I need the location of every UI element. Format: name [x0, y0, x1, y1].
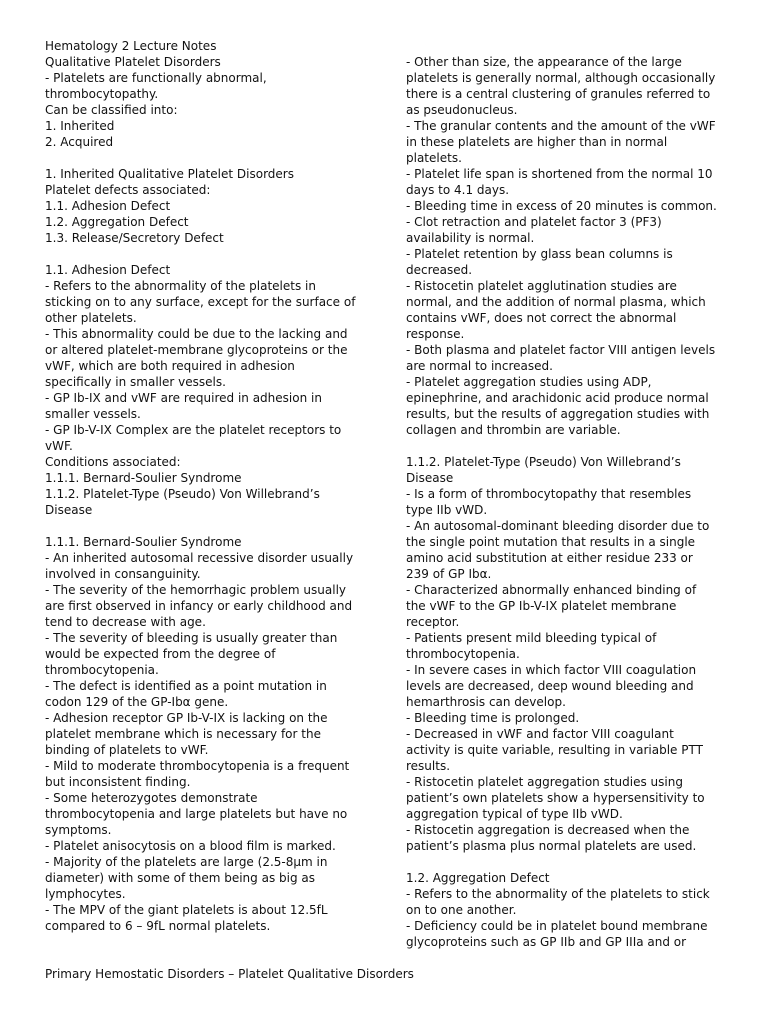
text-line: - Platelets are functionally abnormal,	[45, 71, 267, 85]
text-line: decreased.	[406, 263, 473, 277]
blank-line	[406, 854, 726, 870]
text-line: lymphocytes.	[45, 887, 126, 901]
blank-line	[45, 518, 363, 534]
text-line: in these platelets are higher than in normal	[406, 135, 668, 149]
text-line: - GP Ib-IX and vWF are required in adhesion in	[45, 391, 322, 405]
text-line: codon 129 of the GP-Ibα gene.	[45, 695, 229, 709]
text-line: hemarthrosis can develop.	[406, 695, 566, 709]
text-line: - An inherited autosomal recessive disorder usually	[45, 551, 354, 565]
text-line: aggregation typical of type IIb vWD.	[406, 807, 623, 821]
text-line: smaller vessels.	[45, 407, 141, 421]
text-line: Disease	[45, 503, 93, 517]
text-line: - In severe cases in which factor VIII coagulation	[406, 663, 697, 677]
text-line: 1. Inherited Qualitative Platelet Disorders	[45, 167, 294, 181]
text-line: - Bleeding time in excess of 20 minutes is common.	[406, 199, 717, 213]
text-line: availability is normal.	[406, 231, 535, 245]
text-line: - Decreased in vWF and factor VIII coagulant	[406, 727, 674, 741]
text-line: vWF.	[45, 439, 73, 453]
text-line: - GP Ib-V-IX Complex are the platelet receptors to	[45, 423, 342, 437]
text-line: specifically in smaller vessels.	[45, 375, 226, 389]
text-line: the single point mutation that results in a single	[406, 535, 696, 549]
text-line: - Other than size, the appearance of the large	[406, 55, 682, 69]
text-line: 1.2. Aggregation Defect	[45, 215, 189, 229]
text-line: - Characterized abnormally enhanced binding of	[406, 583, 697, 597]
text-line: - Platelet retention by glass bean columns is	[406, 247, 673, 261]
text-line: - Adhesion receptor GP Ib-V-IX is lacking on the	[45, 711, 328, 725]
text-line: - Platelet aggregation studies using ADP,	[406, 375, 652, 389]
text-line: symptoms.	[45, 823, 112, 837]
text-line: tend to decrease with age.	[45, 615, 206, 629]
text-line: 1.1. Adhesion Defect	[45, 263, 171, 277]
text-line: - Platelet anisocytosis on a blood film is marked.	[45, 839, 336, 853]
text-line: results.	[406, 759, 451, 773]
text-line: the vWF to the GP Ib-V-IX platelet membrane	[406, 599, 677, 613]
text-line: thrombocytopenia.	[45, 663, 159, 677]
text-line: thrombocytopenia.	[406, 647, 520, 661]
text-line: 1.3. Release/Secretory Defect	[45, 231, 224, 245]
text-line: 1.1.1. Bernard-Soulier Syndrome	[45, 535, 242, 549]
text-line: as pseudonucleus.	[406, 103, 518, 117]
text-line: - The severity of the hemorrhagic problem usually	[45, 583, 347, 597]
text-line: activity is quite variable, resulting in variable PTT	[406, 743, 703, 757]
text-line: - An autosomal-dominant bleeding disorder due to	[406, 519, 710, 533]
text-line: 1.1.2. Platelet-Type (Pseudo) Von Willebrand’s	[406, 455, 681, 469]
text-line: - Ristocetin platelet agglutination studies are	[406, 279, 677, 293]
text-line: Hematology 2 Lecture Notes	[45, 39, 217, 53]
text-line: or altered platelet-membrane glycoproteins or the	[45, 343, 348, 357]
text-line: 1.1.2. Platelet-Type (Pseudo) Von Willebrand’s	[45, 487, 320, 501]
text-line: contains vWF, does not correct the abnormal	[406, 311, 677, 325]
text-line: 239 of GP Ibα.	[406, 567, 492, 581]
text-line: there is a central clustering of granules referred to	[406, 87, 711, 101]
text-line: - Refers to the abnormality of the platelets to stick	[406, 887, 710, 901]
text-line: - The severity of bleeding is usually greater than	[45, 631, 338, 645]
text-line: vWF, which are both required in adhesion	[45, 359, 295, 373]
text-line: thrombocytopathy.	[45, 87, 159, 101]
text-line: type IIb vWD.	[406, 503, 488, 517]
text-line: Platelet defects associated:	[45, 183, 211, 197]
text-line: other platelets.	[45, 311, 137, 325]
text-line: - Clot retraction and platelet factor 3 (PF3)	[406, 215, 662, 229]
text-line: receptor.	[406, 615, 460, 629]
text-line: - Mild to moderate thrombocytopenia is a frequent	[45, 759, 350, 773]
text-line: but inconsistent finding.	[45, 775, 191, 789]
text-line: involved in consanguinity.	[45, 567, 201, 581]
text-line: 1.1. Adhesion Defect	[45, 199, 171, 213]
text-line: Conditions associated:	[45, 455, 181, 469]
text-line: - Refers to the abnormality of the platelets in	[45, 279, 316, 293]
text-line: glycoproteins such as GP IIb and GP IIIa and or	[406, 935, 687, 949]
text-line: patient’s plasma plus normal platelets are used.	[406, 839, 697, 853]
text-line: thrombocytopenia and large platelets but have no	[45, 807, 348, 821]
text-line: - Patients present mild bleeding typical of	[406, 631, 657, 645]
text-line: compared to 6 – 9fL normal platelets.	[45, 919, 271, 933]
page-footer: Primary Hemostatic Disorders – Platelet Qualitative Disorders	[45, 967, 414, 981]
text-line: amino acid substitution at either residue 233 or	[406, 551, 693, 565]
text-line: - Both plasma and platelet factor VIII antigen levels	[406, 343, 716, 357]
text-line: results, but the results of aggregation studies with	[406, 407, 710, 421]
text-line: collagen and thrombin are variable.	[406, 423, 621, 437]
text-line: platelets is generally normal, although occasionally	[406, 71, 716, 85]
blank-line	[45, 150, 363, 166]
text-line: are first observed in infancy or early childhood and	[45, 599, 353, 613]
text-line: - Ristocetin aggregation is decreased when the	[406, 823, 690, 837]
text-line: patient’s own platelets show a hypersensitivity to	[406, 791, 705, 805]
text-line: - Bleeding time is prolonged.	[406, 711, 580, 725]
text-line: - Majority of the platelets are large (2.5-8μm in	[45, 855, 328, 869]
text-line: platelet membrane which is necessary for the	[45, 727, 321, 741]
text-line: - Ristocetin platelet aggregation studies using	[406, 775, 683, 789]
blank-line	[45, 246, 363, 262]
text-line: levels are decreased, deep wound bleeding and	[406, 679, 694, 693]
left-column	[45, 38, 363, 934]
text-line: on to one another.	[406, 903, 517, 917]
text-line: Disease	[406, 471, 454, 485]
text-line: sticking on to any surface, except for the surface of	[45, 295, 356, 309]
text-line: - Is a form of thrombocytopathy that resembles	[406, 487, 692, 501]
text-line: - The MPV of the giant platelets is about 12.5fL	[45, 903, 328, 917]
text-line: normal, and the addition of normal plasma, which	[406, 295, 706, 309]
text-line: response.	[406, 327, 465, 341]
blank-line	[406, 438, 726, 454]
text-line: - Platelet life span is shortened from the normal 10	[406, 167, 713, 181]
text-line: are normal to increased.	[406, 359, 553, 373]
right-column	[406, 54, 726, 950]
text-line: - Deficiency could be in platelet bound membrane	[406, 919, 708, 933]
text-line: binding of platelets to vWF.	[45, 743, 209, 757]
text-line: platelets.	[406, 151, 462, 165]
text-line: epinephrine, and arachidonic acid produce normal	[406, 391, 709, 405]
text-line: - This abnormality could be due to the lacking and	[45, 327, 348, 341]
text-line: - The defect is identified as a point mutation in	[45, 679, 327, 693]
text-line: - The granular contents and the amount of the vWF	[406, 119, 716, 133]
text-line: days to 4.1 days.	[406, 183, 510, 197]
text-line: 1.2. Aggregation Defect	[406, 871, 550, 885]
text-line: diameter) with some of them being as big as	[45, 871, 316, 885]
text-line: - Some heterozygotes demonstrate	[45, 791, 258, 805]
text-line: 2. Acquired	[45, 135, 114, 149]
text-line: Qualitative Platelet Disorders	[45, 55, 221, 69]
text-line: would be expected from the degree of	[45, 647, 276, 661]
text-line: 1.1.1. Bernard-Soulier Syndrome	[45, 471, 242, 485]
text-line: Can be classified into:	[45, 103, 178, 117]
text-line: 1. Inherited	[45, 119, 115, 133]
